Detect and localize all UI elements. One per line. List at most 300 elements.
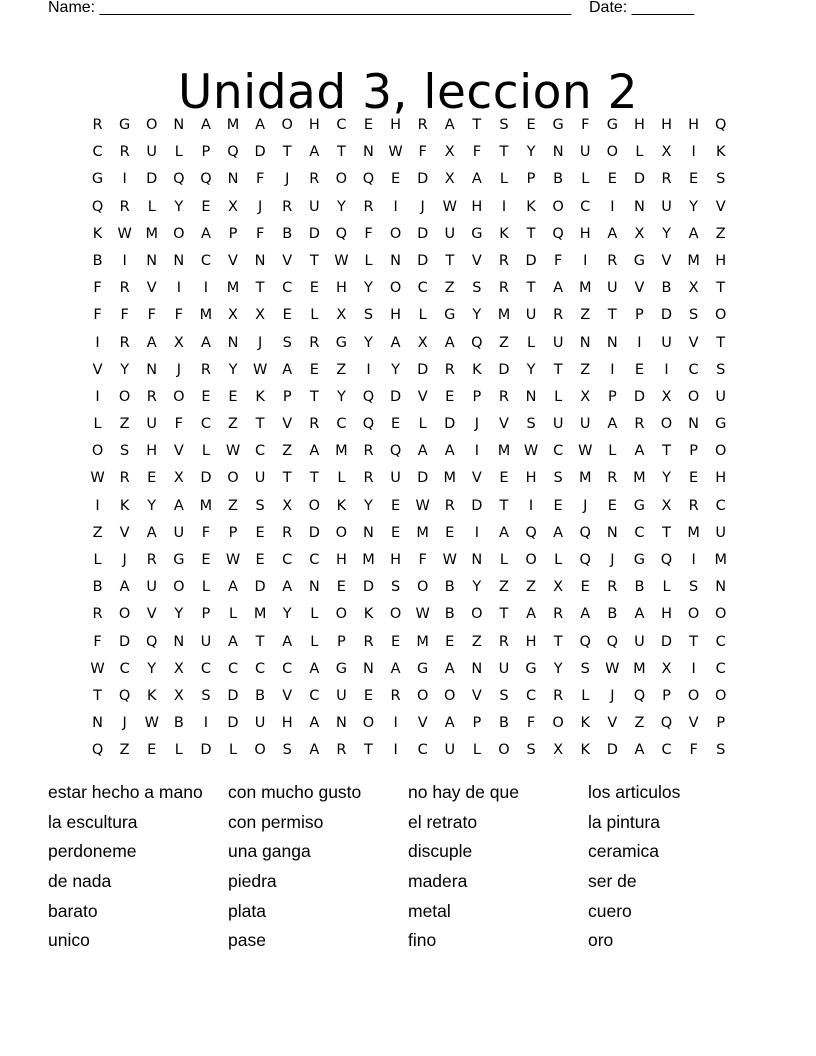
grid-letter[interactable]: T	[472, 117, 482, 133]
grid-letter[interactable]: R	[498, 388, 509, 405]
grid-letter[interactable]: F	[255, 225, 265, 242]
grid-letter[interactable]: F	[93, 307, 102, 324]
grid-letter[interactable]: W	[605, 660, 620, 677]
grid-letter[interactable]: C	[661, 742, 672, 759]
grid-letter[interactable]: C	[336, 117, 347, 133]
grid-letter[interactable]: H	[633, 117, 645, 133]
grid-letter[interactable]: I	[664, 361, 669, 378]
grid-letter[interactable]: O	[362, 715, 375, 732]
grid-letter[interactable]: Y	[120, 361, 130, 378]
grid-letter[interactable]: A	[688, 225, 699, 242]
grid-letter[interactable]: P	[716, 715, 726, 732]
grid-letter[interactable]: U	[661, 198, 672, 215]
grid-letter[interactable]: N	[146, 361, 158, 378]
grid-letter[interactable]: M	[416, 524, 429, 541]
grid-letter[interactable]: C	[715, 660, 726, 677]
grid-letter[interactable]: G	[335, 660, 348, 677]
grid-letter[interactable]: A	[309, 742, 320, 759]
grid-letter[interactable]: E	[363, 117, 374, 133]
grid-letter[interactable]: Q	[118, 687, 131, 704]
grid-letter[interactable]: V	[282, 252, 293, 269]
grid-letter[interactable]: O	[606, 144, 619, 161]
grid-letter[interactable]: Y	[174, 606, 184, 623]
grid-letter[interactable]: A	[309, 715, 320, 732]
grid-letter[interactable]: C	[200, 416, 211, 433]
grid-letter[interactable]: P	[337, 633, 346, 650]
grid-letter[interactable]: U	[444, 225, 456, 242]
grid-letter[interactable]: N	[471, 660, 483, 677]
grid-letter[interactable]: J	[420, 198, 425, 215]
grid-letter[interactable]: P	[472, 715, 482, 732]
grid-letter[interactable]: U	[146, 416, 158, 433]
grid-letter[interactable]: N	[363, 660, 374, 677]
grid-letter[interactable]: T	[364, 742, 373, 759]
grid-letter[interactable]: K	[715, 144, 726, 161]
grid-letter[interactable]: G	[633, 252, 646, 269]
grid-letter[interactable]: K	[255, 388, 265, 405]
grid-letter[interactable]: T	[255, 633, 265, 650]
grid-letter[interactable]: T	[553, 633, 563, 650]
grid-letter[interactable]: E	[526, 117, 536, 133]
grid-letter[interactable]: D	[660, 307, 673, 324]
grid-letter[interactable]: J	[285, 171, 290, 188]
grid-letter[interactable]: N	[173, 252, 185, 269]
grid-letter[interactable]: E	[553, 497, 563, 514]
grid-letter[interactable]: T	[716, 280, 726, 297]
grid-letter[interactable]: S	[580, 660, 590, 677]
grid-letter[interactable]: N	[606, 524, 618, 541]
grid-letter[interactable]: O	[173, 579, 185, 596]
grid-letter[interactable]: Q	[200, 171, 212, 188]
grid-letter[interactable]: A	[390, 660, 401, 677]
grid-letter[interactable]: B	[92, 252, 103, 269]
grid-letter[interactable]: Q	[362, 171, 375, 188]
grid-letter[interactable]: C	[282, 660, 293, 677]
grid-letter[interactable]: X	[661, 144, 672, 161]
grid-letter[interactable]: S	[689, 579, 699, 596]
grid-letter[interactable]: T	[255, 416, 265, 433]
grid-letter[interactable]: X	[444, 171, 455, 188]
grid-letter[interactable]: A	[282, 361, 293, 378]
grid-letter[interactable]: H	[471, 198, 483, 215]
grid-letter[interactable]: L	[554, 552, 563, 568]
grid-letter[interactable]: M	[633, 470, 646, 487]
grid-letter[interactable]: Y	[662, 470, 671, 487]
grid-letter[interactable]: T	[282, 144, 292, 161]
grid-letter[interactable]: Q	[471, 334, 483, 351]
grid-letter[interactable]: W	[523, 443, 539, 460]
grid-letter[interactable]: C	[553, 443, 564, 460]
grid-letter[interactable]: A	[309, 443, 320, 460]
grid-letter[interactable]: J	[257, 334, 263, 351]
grid-letter[interactable]: M	[714, 552, 727, 568]
grid-letter[interactable]: E	[390, 524, 401, 541]
grid-letter[interactable]: G	[525, 660, 537, 677]
grid-letter[interactable]: G	[444, 307, 456, 324]
grid-letter[interactable]: P	[607, 388, 617, 405]
grid-letter[interactable]: D	[389, 388, 402, 405]
grid-letter[interactable]: T	[309, 388, 319, 405]
grid-letter[interactable]: A	[390, 334, 401, 351]
grid-letter[interactable]: X	[255, 307, 266, 324]
grid-letter[interactable]: F	[174, 307, 183, 324]
grid-letter[interactable]: F	[147, 307, 156, 324]
grid-letter[interactable]: L	[174, 144, 183, 161]
grid-letter[interactable]: W	[415, 606, 430, 623]
grid-letter[interactable]: A	[146, 334, 157, 351]
grid-letter[interactable]: I	[583, 252, 588, 269]
grid-letter[interactable]: C	[119, 660, 130, 677]
grid-letter[interactable]: Q	[579, 552, 591, 568]
grid-letter[interactable]: O	[714, 307, 727, 324]
grid-letter[interactable]: L	[662, 579, 671, 596]
grid-letter[interactable]: W	[144, 715, 159, 732]
grid-letter[interactable]: R	[363, 443, 374, 460]
grid-letter[interactable]: T	[716, 334, 726, 351]
grid-letter[interactable]: D	[227, 715, 239, 732]
grid-letter[interactable]: Q	[146, 633, 158, 650]
grid-letter[interactable]: Y	[472, 579, 482, 596]
grid-letter[interactable]: E	[390, 497, 401, 514]
grid-letter[interactable]: Z	[92, 524, 103, 541]
grid-letter[interactable]: R	[607, 252, 618, 269]
grid-letter[interactable]: I	[393, 715, 398, 732]
grid-letter[interactable]: Z	[498, 334, 509, 351]
grid-letter[interactable]: R	[309, 416, 320, 433]
grid-letter[interactable]: L	[581, 171, 590, 188]
grid-letter[interactable]: U	[254, 470, 266, 487]
grid-letter[interactable]: E	[201, 552, 211, 568]
grid-letter[interactable]: A	[309, 660, 320, 677]
grid-letter[interactable]: E	[336, 579, 346, 596]
grid-letter[interactable]: Y	[662, 225, 671, 242]
grid-letter[interactable]: M	[443, 470, 457, 487]
grid-letter[interactable]: A	[200, 334, 211, 351]
grid-letter[interactable]: U	[308, 198, 320, 215]
grid-letter[interactable]: C	[417, 280, 428, 297]
grid-letter[interactable]: Q	[91, 742, 104, 759]
grid-letter[interactable]: B	[282, 225, 293, 242]
grid-letter[interactable]: C	[417, 742, 428, 759]
grid-letter[interactable]: K	[526, 198, 536, 215]
grid-letter[interactable]: O	[552, 198, 564, 215]
grid-letter[interactable]: N	[471, 552, 483, 568]
grid-letter[interactable]: Q	[633, 687, 646, 704]
grid-letter[interactable]: T	[255, 280, 265, 297]
grid-letter[interactable]: Q	[606, 633, 619, 650]
grid-letter[interactable]: R	[119, 198, 130, 215]
grid-letter[interactable]: P	[201, 144, 211, 161]
grid-letter[interactable]: R	[309, 334, 320, 351]
grid-letter[interactable]: L	[527, 334, 536, 351]
grid-letter[interactable]: E	[607, 497, 617, 514]
grid-letter[interactable]: L	[364, 252, 373, 269]
grid-letter[interactable]: N	[227, 171, 239, 188]
grid-letter[interactable]: X	[661, 660, 672, 677]
grid-letter[interactable]: Q	[173, 171, 185, 188]
grid-letter[interactable]: B	[92, 579, 103, 596]
grid-letter[interactable]: V	[282, 416, 293, 433]
grid-letter[interactable]: E	[147, 470, 157, 487]
grid-letter[interactable]: F	[526, 715, 536, 732]
grid-letter[interactable]: R	[146, 388, 157, 405]
grid-letter[interactable]: R	[363, 198, 374, 215]
grid-letter[interactable]: X	[688, 280, 699, 297]
grid-letter[interactable]: S	[363, 307, 374, 324]
grid-letter[interactable]: A	[526, 606, 536, 623]
grid-letter[interactable]: F	[174, 416, 183, 433]
grid-letter[interactable]: B	[661, 280, 672, 297]
grid-letter[interactable]: R	[688, 497, 699, 514]
grid-letter[interactable]: A	[444, 660, 455, 677]
grid-letter[interactable]: O	[687, 687, 700, 704]
grid-letter[interactable]: C	[580, 198, 591, 215]
grid-letter[interactable]: X	[173, 687, 184, 704]
grid-letter[interactable]: U	[498, 660, 510, 677]
grid-letter[interactable]: O	[281, 117, 293, 133]
grid-letter[interactable]: C	[634, 524, 645, 541]
grid-letter[interactable]: C	[282, 552, 293, 568]
grid-letter[interactable]: L	[418, 416, 427, 433]
grid-letter[interactable]: T	[553, 361, 563, 378]
grid-letter[interactable]: D	[633, 388, 645, 405]
grid-letter[interactable]: R	[119, 470, 130, 487]
grid-letter[interactable]: R	[92, 606, 103, 623]
grid-letter[interactable]: J	[122, 552, 127, 568]
grid-letter[interactable]: V	[228, 252, 238, 269]
grid-letter[interactable]: V	[471, 252, 482, 269]
grid-letter[interactable]: D	[119, 633, 131, 650]
grid-letter[interactable]: H	[335, 552, 347, 568]
grid-letter[interactable]: K	[363, 606, 374, 623]
grid-letter[interactable]: B	[444, 606, 455, 623]
grid-letter[interactable]: X	[634, 225, 645, 242]
grid-letter[interactable]: E	[499, 470, 509, 487]
grid-letter[interactable]: E	[634, 361, 644, 378]
grid-letter[interactable]: N	[633, 198, 645, 215]
grid-letter[interactable]: O	[118, 388, 131, 405]
grid-letter[interactable]: H	[335, 280, 347, 297]
grid-letter[interactable]: E	[201, 198, 211, 215]
grid-letter[interactable]: O	[714, 687, 727, 704]
grid-letter[interactable]: D	[417, 361, 429, 378]
grid-letter[interactable]: H	[661, 606, 672, 623]
grid-letter[interactable]: O	[227, 470, 239, 487]
grid-letter[interactable]: L	[581, 687, 590, 704]
grid-letter[interactable]: E	[689, 171, 699, 188]
grid-letter[interactable]: Z	[715, 225, 726, 242]
grid-letter[interactable]: Q	[335, 225, 348, 242]
grid-letter[interactable]: N	[363, 524, 374, 541]
grid-letter[interactable]: R	[363, 470, 374, 487]
grid-letter[interactable]: F	[418, 144, 427, 161]
grid-letter[interactable]: X	[580, 388, 591, 405]
grid-letter[interactable]: B	[498, 715, 509, 732]
grid-letter[interactable]: D	[227, 687, 239, 704]
grid-letter[interactable]: A	[498, 524, 509, 541]
grid-letter[interactable]: G	[119, 117, 131, 133]
date-blank[interactable]: _______	[631, 0, 694, 16]
grid-letter[interactable]: B	[255, 687, 266, 704]
grid-letter[interactable]: R	[607, 579, 618, 596]
grid-letter[interactable]: R	[282, 198, 293, 215]
grid-letter[interactable]: L	[310, 633, 319, 650]
grid-letter[interactable]: U	[146, 144, 158, 161]
grid-letter[interactable]: L	[472, 742, 481, 759]
grid-letter[interactable]: F	[418, 552, 427, 568]
grid-letter[interactable]: Y	[147, 497, 157, 514]
grid-letter[interactable]: N	[579, 334, 591, 351]
grid-letter[interactable]: L	[201, 443, 210, 460]
grid-letter[interactable]: L	[93, 416, 102, 433]
grid-letter[interactable]: A	[444, 117, 455, 133]
grid-letter[interactable]: A	[444, 443, 455, 460]
grid-letter[interactable]: F	[93, 280, 102, 297]
grid-letter[interactable]: O	[389, 280, 402, 297]
grid-letter[interactable]: P	[472, 388, 482, 405]
grid-letter[interactable]: W	[334, 252, 349, 269]
grid-letter[interactable]: X	[173, 334, 184, 351]
grid-letter[interactable]: M	[578, 280, 592, 297]
grid-letter[interactable]: P	[526, 171, 536, 188]
grid-letter[interactable]: Y	[391, 361, 400, 378]
grid-letter[interactable]: M	[362, 552, 375, 568]
grid-letter[interactable]: D	[417, 470, 429, 487]
grid-letter[interactable]: K	[580, 715, 590, 732]
grid-letter[interactable]: X	[553, 742, 564, 759]
grid-letter[interactable]: D	[633, 171, 645, 188]
grid-letter[interactable]: R	[119, 334, 130, 351]
grid-letter[interactable]: Y	[336, 388, 346, 405]
grid-letter[interactable]: E	[228, 388, 238, 405]
grid-letter[interactable]: R	[390, 687, 401, 704]
grid-letter[interactable]: M	[497, 443, 511, 460]
grid-letter[interactable]: D	[498, 361, 510, 378]
grid-letter[interactable]: I	[610, 361, 615, 378]
grid-letter[interactable]: H	[579, 225, 591, 242]
grid-letter[interactable]: A	[200, 225, 211, 242]
grid-letter[interactable]: W	[117, 225, 132, 242]
grid-letter[interactable]: D	[606, 742, 618, 759]
grid-letter[interactable]: I	[691, 552, 696, 568]
grid-letter[interactable]: A	[607, 225, 618, 242]
grid-letter[interactable]: H	[661, 117, 672, 133]
grid-letter[interactable]: E	[607, 171, 617, 188]
grid-letter[interactable]: X	[336, 307, 347, 324]
grid-letter[interactable]: N	[688, 416, 700, 433]
grid-letter[interactable]: M	[578, 470, 592, 487]
grid-letter[interactable]: X	[444, 144, 455, 161]
grid-letter[interactable]: O	[389, 225, 402, 242]
grid-letter[interactable]: O	[173, 225, 185, 242]
grid-letter[interactable]: U	[634, 633, 645, 650]
grid-letter[interactable]: C	[255, 660, 266, 677]
grid-letter[interactable]: J	[610, 687, 615, 704]
grid-letter[interactable]: Y	[364, 334, 373, 351]
grid-letter[interactable]: Q	[389, 443, 402, 460]
grid-letter[interactable]: O	[714, 606, 727, 623]
grid-letter[interactable]: V	[282, 687, 293, 704]
grid-letter[interactable]: L	[608, 443, 617, 460]
grid-letter[interactable]: Z	[580, 361, 591, 378]
grid-letter[interactable]: Y	[526, 361, 536, 378]
grid-letter[interactable]: I	[610, 198, 615, 215]
grid-letter[interactable]: D	[417, 171, 429, 188]
grid-letter[interactable]: R	[553, 307, 564, 324]
grid-letter[interactable]: O	[335, 524, 348, 541]
grid-letter[interactable]: N	[173, 633, 185, 650]
grid-letter[interactable]: N	[173, 117, 185, 133]
grid-letter[interactable]: S	[390, 579, 401, 596]
grid-letter[interactable]: J	[610, 552, 615, 568]
grid-letter[interactable]: I	[203, 280, 209, 297]
grid-letter[interactable]: A	[173, 497, 184, 514]
grid-letter[interactable]: A	[607, 416, 618, 433]
grid-letter[interactable]: W	[90, 660, 105, 677]
grid-letter[interactable]: I	[393, 742, 398, 759]
grid-letter[interactable]: D	[362, 579, 375, 596]
grid-letter[interactable]: T	[662, 443, 671, 460]
grid-letter[interactable]: A	[282, 579, 293, 596]
grid-letter[interactable]: I	[528, 497, 534, 514]
grid-letter[interactable]: S	[499, 117, 509, 133]
grid-letter[interactable]: K	[119, 497, 130, 514]
grid-letter[interactable]: H	[390, 552, 402, 568]
grid-letter[interactable]: C	[282, 280, 293, 297]
grid-letter[interactable]: O	[335, 171, 348, 188]
grid-letter[interactable]: M	[687, 524, 700, 541]
grid-letter[interactable]: S	[689, 307, 699, 324]
grid-letter[interactable]: N	[363, 144, 374, 161]
grid-letter[interactable]: V	[498, 416, 509, 433]
grid-letter[interactable]: E	[147, 742, 157, 759]
grid-letter[interactable]: Z	[634, 715, 645, 732]
grid-letter[interactable]: Q	[660, 552, 673, 568]
grid-letter[interactable]: Q	[714, 117, 727, 133]
grid-letter[interactable]: Z	[444, 280, 455, 297]
grid-letter[interactable]: C	[336, 416, 347, 433]
grid-letter[interactable]: O	[687, 606, 700, 623]
grid-letter[interactable]: C	[92, 144, 103, 161]
grid-letter[interactable]: I	[122, 171, 127, 188]
grid-letter[interactable]: Z	[471, 633, 482, 650]
grid-letter[interactable]: W	[578, 443, 593, 460]
grid-letter[interactable]: U	[336, 687, 347, 704]
grid-letter[interactable]: J	[474, 416, 479, 433]
grid-letter[interactable]: R	[444, 497, 455, 514]
grid-letter[interactable]: R	[607, 470, 618, 487]
grid-letter[interactable]: W	[225, 552, 241, 568]
grid-letter[interactable]: B	[607, 606, 618, 623]
grid-letter[interactable]: T	[526, 280, 536, 297]
grid-letter[interactable]: D	[308, 225, 320, 242]
grid-letter[interactable]: X	[173, 660, 184, 677]
grid-letter[interactable]: A	[634, 606, 645, 623]
grid-letter[interactable]: S	[472, 280, 482, 297]
grid-letter[interactable]: F	[93, 633, 102, 650]
grid-letter[interactable]: V	[471, 470, 482, 487]
grid-letter[interactable]: A	[444, 334, 455, 351]
grid-letter[interactable]: H	[146, 443, 158, 460]
grid-letter[interactable]: S	[716, 742, 726, 759]
grid-letter[interactable]: T	[499, 144, 509, 161]
grid-letter[interactable]: U	[173, 524, 185, 541]
grid-letter[interactable]: H	[715, 470, 727, 487]
grid-letter[interactable]: O	[389, 606, 402, 623]
grid-letter[interactable]: O	[498, 742, 510, 759]
grid-letter[interactable]: I	[474, 524, 479, 541]
grid-letter[interactable]: Y	[689, 198, 699, 215]
